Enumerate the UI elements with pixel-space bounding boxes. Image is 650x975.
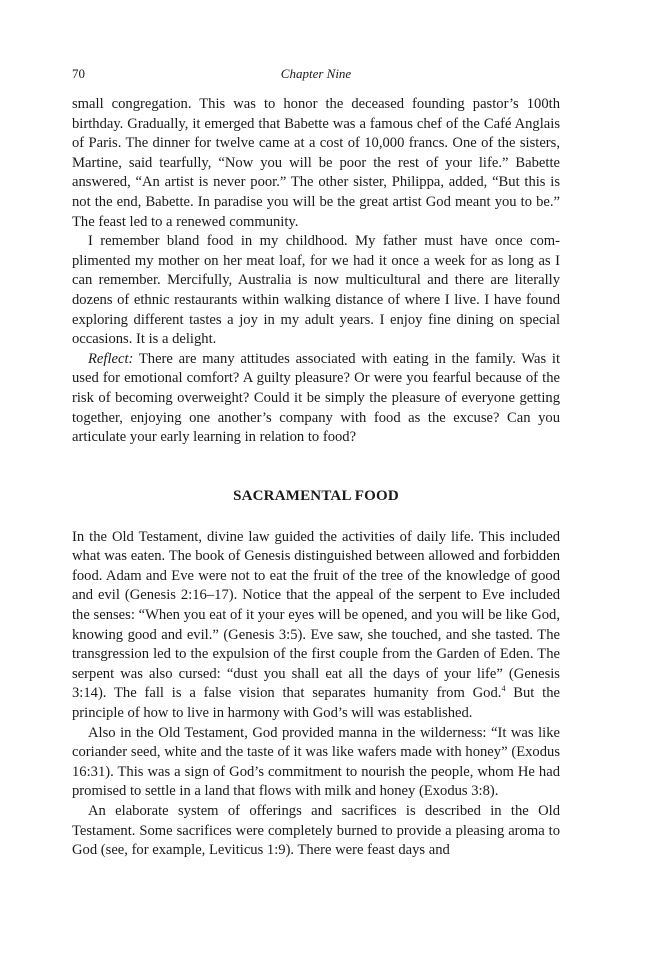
page-header (72, 62, 560, 84)
footnote-marker[interactable]: 4 (501, 684, 506, 694)
section-heading: SACRAMENTAL FOOD (233, 487, 399, 504)
running-head: Chapter Nine (280, 66, 352, 81)
paragraph-offerings: An elaborate system of offerings and sacrifices is described in the Old Testament. Some sacrifices were completely burned to provide a pleasing aroma to God (see, for example, Leviticus 1:9). There were feast days and (72, 803, 560, 859)
paragraph-bland-food: I remember bland food in my childhood. My father must have once complimented my mother on her meat loaf, for we had it once a week for as long as I can remember. Mercifully, Australia is now multicultural and there are literally dozens of ethnic restaurants within walking distance of where I live. I have found exploring different tastes a joy in my adult years. I enjoy fine dining on special occasions. It is a delight. (72, 233, 560, 348)
old-testament-text-end: But the principle of how to live in harmony with God’s will was established. (72, 685, 560, 722)
paragraph-manna: Also in the Old Testament, God provided manna in the wilderness: “It was like coriander seed, white and the taste of it was like wafers made with honey” (Exodus 16:31). This was a sign of God’s commitment to nourish the people, whom He had promised to settle in a land that flows with milk and honey (Exodus 3:8). (72, 724, 560, 800)
page-number: 70 (72, 66, 85, 81)
paragraph-old-testament (72, 528, 560, 724)
reflect-text: There are many attitudes associated with eating in the family. Was it used for emotional comfort? A guilty pleasure? Or were you fearful because of the risk of becoming overweight? Could it be simply the pleasure of everyone getting together, enjoying one another’s company with food as the excuse? Can you articulate your early learning in relation to food? (72, 350, 560, 446)
old-testament-text: In the Old Testament, divine law guided the activities of daily life. This included what was eaten. The book of Genesis distinguished between allowed and forbidden food. Adam and Eve were not to eat the fruit of the tree of the knowledge of good and evil (Genesis 2:16–17). Notice that the appeal of the serpent to Eve included the senses: “When you eat of it your eyes will be opened, and you will be like God, knowing good and evil.” (Genesis 3:5). Eve saw, she touched, and she tasted. The transgression led to the expulsion of the first couple from the Garden of Eden. The serpent was also cursed: “dust you shall eat all the days of your life” (Genesis 3:14). The fall is a false vision that separates humanity from God. (72, 528, 560, 702)
paragraph-reflect (72, 350, 560, 448)
body-text (72, 95, 560, 861)
reflect-lead: Reflect: (88, 350, 134, 367)
paragraph-babette-continued: small congregation. This was to honor the deceased founding pastor’s 100th birthday. Gradually, it emerged that Babette was a famous chef of the Café Anglais of Paris. The dinner for twelve came at a cost of 10,000 francs. One of the sisters, Martine, said tearfully, “Now you will be poor the rest of your life.” Babette answered, “An artist is never poor.” The other sister, Philippa, added, “But this is not the end, Babette. In paradise you will be the great artist God meant you to be.” The feast led to a renewed community. (72, 96, 560, 230)
book-page (72, 62, 560, 861)
